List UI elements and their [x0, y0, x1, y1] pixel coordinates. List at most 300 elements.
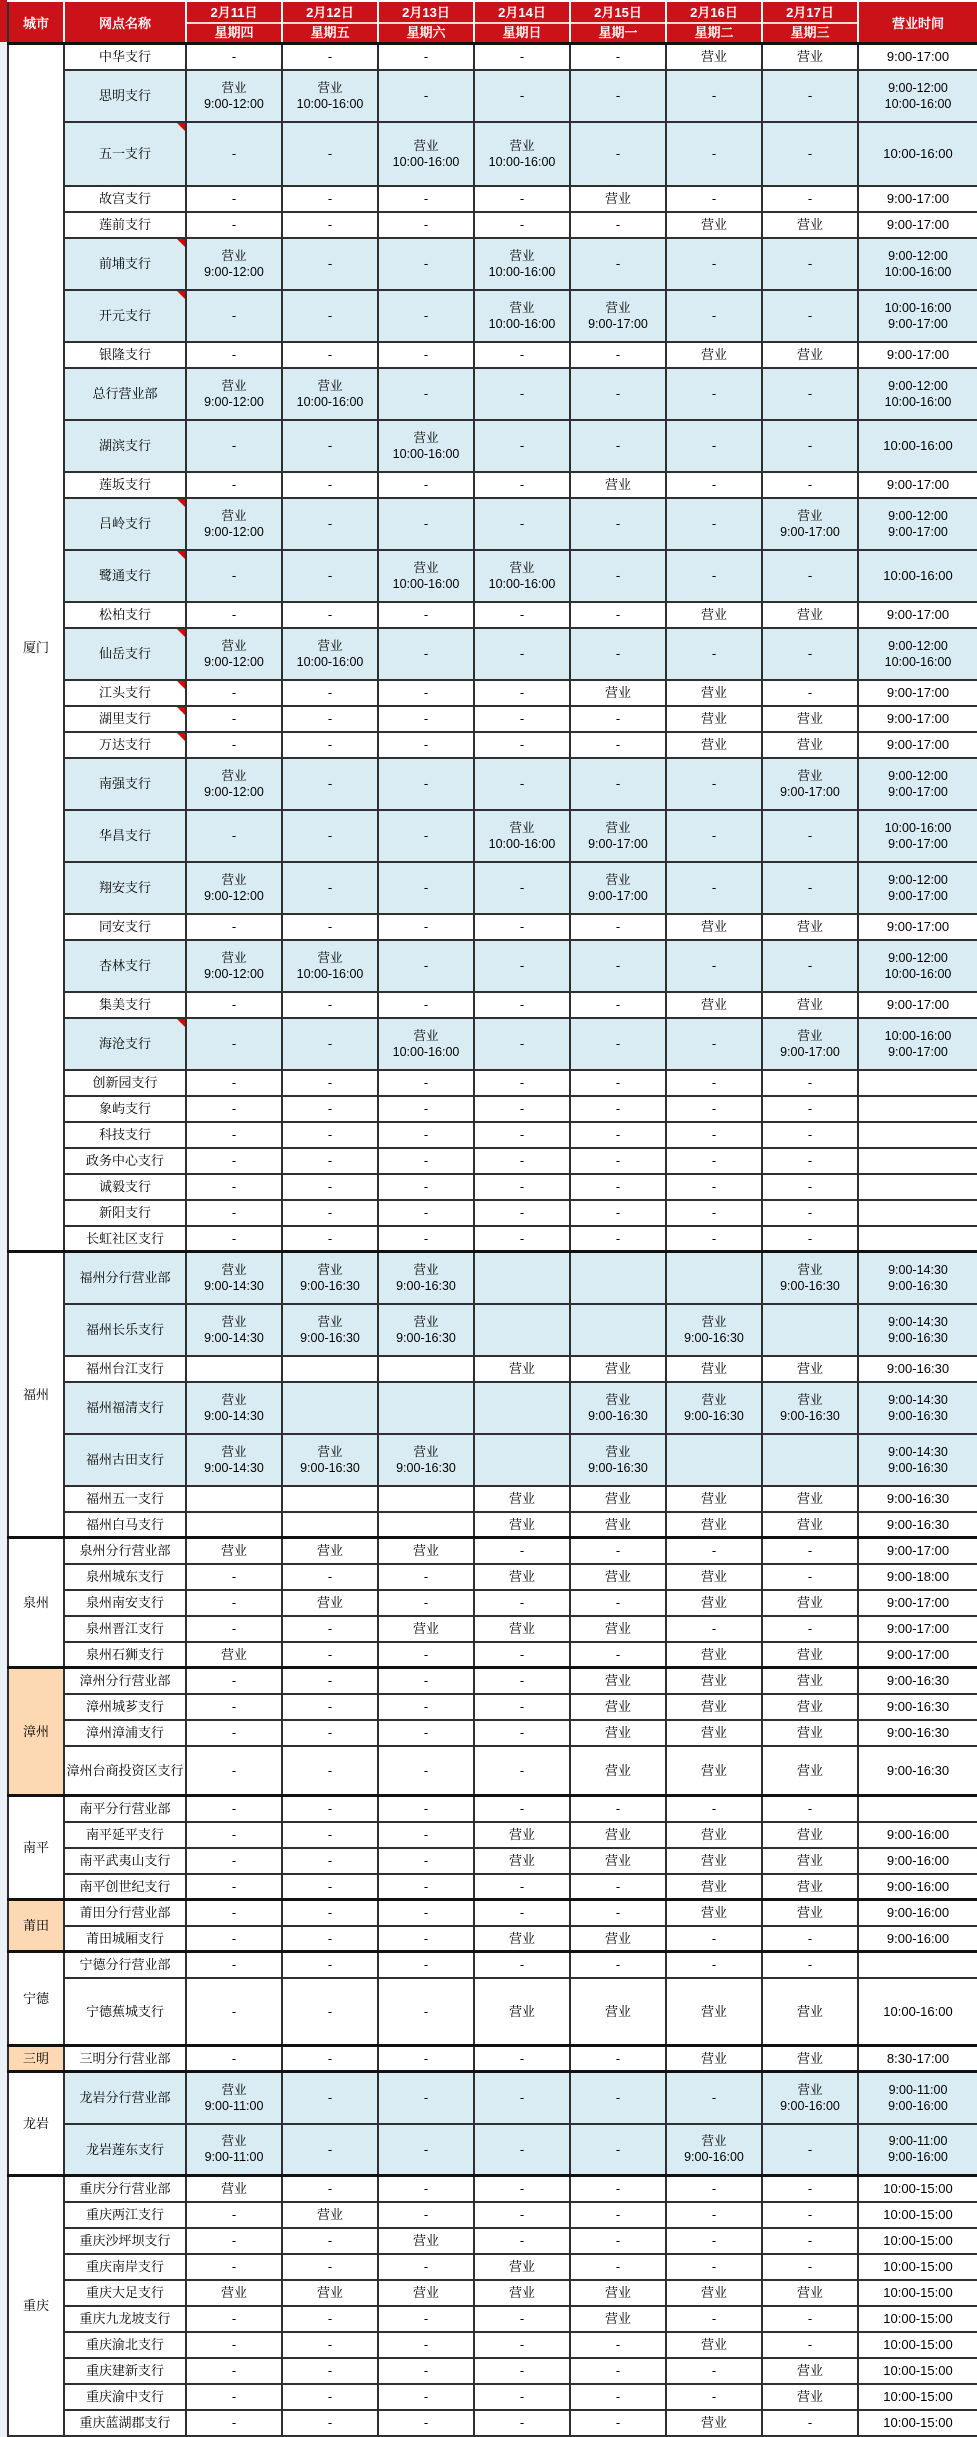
schedule-cell[interactable]: [474, 1252, 570, 1304]
schedule-cell[interactable]: -: [666, 2228, 762, 2254]
schedule-cell[interactable]: -: [762, 1796, 858, 1822]
schedule-cell[interactable]: 营业: [666, 1512, 762, 1538]
schedule-cell[interactable]: [570, 862, 666, 914]
hours-cell[interactable]: [858, 1174, 977, 1200]
schedule-cell[interactable]: 营业: [378, 2280, 474, 2306]
branch-name-cell[interactable]: 重庆沙坪坝支行: [64, 2228, 186, 2254]
schedule-cell[interactable]: -: [186, 914, 282, 940]
schedule-cell[interactable]: -: [666, 1174, 762, 1200]
schedule-cell[interactable]: -: [570, 368, 666, 420]
schedule-cell[interactable]: -: [186, 122, 282, 186]
schedule-cell[interactable]: [186, 1304, 282, 1356]
branch-name-cell[interactable]: 中华支行: [64, 44, 186, 70]
schedule-cell[interactable]: -: [762, 1952, 858, 1978]
schedule-cell[interactable]: -: [186, 290, 282, 342]
schedule-cell[interactable]: 营业: [186, 1538, 282, 1564]
branch-name-cell[interactable]: 莆田分行营业部: [64, 1900, 186, 1926]
schedule-cell[interactable]: [474, 810, 570, 862]
schedule-cell[interactable]: -: [378, 342, 474, 368]
schedule-cell[interactable]: [570, 290, 666, 342]
schedule-cell[interactable]: -: [378, 2254, 474, 2280]
schedule-cell[interactable]: 营业: [474, 2254, 570, 2280]
schedule-cell[interactable]: -: [378, 914, 474, 940]
schedule-cell[interactable]: -: [474, 862, 570, 914]
column-header-hours[interactable]: 营业时间: [858, 1, 977, 44]
schedule-cell[interactable]: -: [474, 2384, 570, 2410]
schedule-cell[interactable]: -: [186, 1926, 282, 1952]
schedule-cell[interactable]: 营业: [282, 2202, 378, 2228]
hours-cell[interactable]: [858, 1226, 977, 1252]
schedule-cell[interactable]: -: [666, 628, 762, 680]
branch-name-cell[interactable]: 福州分行营业部: [64, 1252, 186, 1304]
schedule-cell[interactable]: -: [282, 1018, 378, 1070]
hours-cell[interactable]: [858, 290, 977, 342]
city-cell-0[interactable]: 厦门: [8, 44, 64, 1252]
branch-name-cell[interactable]: 龙岩分行营业部: [64, 2072, 186, 2124]
schedule-cell[interactable]: -: [570, 1226, 666, 1252]
hours-cell[interactable]: 9:00-17:00: [858, 680, 977, 706]
schedule-cell[interactable]: -: [570, 2254, 666, 2280]
schedule-cell[interactable]: -: [474, 2410, 570, 2436]
schedule-cell[interactable]: [186, 758, 282, 810]
schedule-cell[interactable]: 营业: [762, 1642, 858, 1668]
branch-name-cell[interactable]: 翔安支行: [64, 862, 186, 914]
schedule-cell[interactable]: 营业: [378, 1538, 474, 1564]
schedule-cell[interactable]: -: [282, 2176, 378, 2202]
schedule-cell[interactable]: [378, 1434, 474, 1486]
schedule-cell[interactable]: -: [762, 810, 858, 862]
schedule-cell[interactable]: -: [474, 1200, 570, 1226]
branch-name-cell[interactable]: 同安支行: [64, 914, 186, 940]
schedule-cell[interactable]: -: [474, 1226, 570, 1252]
schedule-cell[interactable]: -: [378, 1174, 474, 1200]
branch-name-cell[interactable]: 政务中心支行: [64, 1148, 186, 1174]
schedule-cell[interactable]: -: [666, 940, 762, 992]
schedule-cell[interactable]: [186, 498, 282, 550]
schedule-cell[interactable]: 营业: [762, 1822, 858, 1848]
schedule-cell[interactable]: 营业: [762, 1512, 858, 1538]
schedule-cell[interactable]: -: [570, 2046, 666, 2072]
schedule-cell[interactable]: -: [282, 186, 378, 212]
schedule-cell[interactable]: -: [666, 2384, 762, 2410]
schedule-cell[interactable]: -: [474, 1694, 570, 1720]
branch-name-cell[interactable]: 泉州南安支行: [64, 1590, 186, 1616]
schedule-cell[interactable]: -: [186, 2046, 282, 2072]
schedule-cell[interactable]: -: [474, 2358, 570, 2384]
city-cell-1[interactable]: 福州: [8, 1252, 64, 1538]
city-cell-8[interactable]: 龙岩: [8, 2072, 64, 2176]
schedule-cell[interactable]: 营业: [570, 1822, 666, 1848]
schedule-cell[interactable]: 营业: [762, 1668, 858, 1694]
schedule-cell[interactable]: -: [474, 914, 570, 940]
schedule-cell[interactable]: -: [570, 1174, 666, 1200]
schedule-cell[interactable]: -: [570, 550, 666, 602]
hours-cell[interactable]: 9:00-17:00: [858, 602, 977, 628]
hours-cell[interactable]: 9:00-16:30: [858, 1486, 977, 1512]
schedule-cell[interactable]: 营业: [666, 1848, 762, 1874]
schedule-cell[interactable]: -: [282, 1226, 378, 1252]
schedule-cell[interactable]: -: [474, 1900, 570, 1926]
schedule-cell[interactable]: -: [474, 2046, 570, 2072]
schedule-cell[interactable]: -: [474, 472, 570, 498]
schedule-cell[interactable]: [378, 1252, 474, 1304]
schedule-cell[interactable]: -: [378, 2176, 474, 2202]
hours-cell[interactable]: 9:00-16:30: [858, 1668, 977, 1694]
schedule-cell[interactable]: -: [666, 238, 762, 290]
schedule-cell[interactable]: 营业: [666, 1720, 762, 1746]
schedule-cell[interactable]: [282, 1434, 378, 1486]
schedule-cell[interactable]: -: [570, 628, 666, 680]
schedule-cell[interactable]: 营业: [762, 1746, 858, 1796]
schedule-cell[interactable]: 营业: [570, 1720, 666, 1746]
schedule-cell[interactable]: -: [378, 2306, 474, 2332]
schedule-cell[interactable]: -: [474, 706, 570, 732]
schedule-cell[interactable]: -: [474, 1952, 570, 1978]
schedule-cell[interactable]: -: [282, 1096, 378, 1122]
branch-name-cell[interactable]: 重庆渝北支行: [64, 2332, 186, 2358]
schedule-cell[interactable]: -: [378, 368, 474, 420]
schedule-cell[interactable]: [282, 1252, 378, 1304]
schedule-cell[interactable]: -: [570, 122, 666, 186]
schedule-cell[interactable]: -: [378, 44, 474, 70]
schedule-cell[interactable]: -: [378, 1746, 474, 1796]
branch-name-cell[interactable]: 前埔支行: [64, 238, 186, 290]
schedule-cell[interactable]: -: [282, 212, 378, 238]
schedule-cell[interactable]: -: [378, 2384, 474, 2410]
schedule-cell[interactable]: [186, 2124, 282, 2176]
schedule-cell[interactable]: -: [378, 2202, 474, 2228]
schedule-cell[interactable]: 营业: [666, 1900, 762, 1926]
schedule-cell[interactable]: 营业: [762, 44, 858, 70]
schedule-cell[interactable]: -: [282, 342, 378, 368]
schedule-cell[interactable]: -: [186, 1848, 282, 1874]
schedule-cell[interactable]: -: [570, 1200, 666, 1226]
schedule-cell[interactable]: [186, 1434, 282, 1486]
city-cell-6[interactable]: 宁德: [8, 1952, 64, 2046]
schedule-cell[interactable]: -: [282, 1174, 378, 1200]
schedule-cell[interactable]: 营业: [666, 2046, 762, 2072]
schedule-cell[interactable]: -: [762, 1122, 858, 1148]
schedule-cell[interactable]: -: [186, 1616, 282, 1642]
hours-cell[interactable]: 9:00-18:00: [858, 1564, 977, 1590]
schedule-cell[interactable]: -: [570, 1070, 666, 1096]
schedule-cell[interactable]: -: [762, 1200, 858, 1226]
branch-name-cell[interactable]: 南平武夷山支行: [64, 1848, 186, 1874]
schedule-cell[interactable]: -: [378, 706, 474, 732]
schedule-cell[interactable]: -: [378, 1900, 474, 1926]
hours-cell[interactable]: 9:00-17:00: [858, 706, 977, 732]
schedule-cell[interactable]: [282, 368, 378, 420]
branch-name-cell[interactable]: 松柏支行: [64, 602, 186, 628]
branch-name-cell[interactable]: 万达支行: [64, 732, 186, 758]
schedule-cell[interactable]: 营业: [570, 186, 666, 212]
hours-cell[interactable]: 9:00-16:00: [858, 1848, 977, 1874]
hours-cell[interactable]: 10:00-15:00: [858, 2176, 977, 2202]
schedule-cell[interactable]: 营业: [282, 2280, 378, 2306]
schedule-cell[interactable]: -: [282, 1874, 378, 1900]
schedule-cell[interactable]: -: [378, 2358, 474, 2384]
schedule-cell[interactable]: -: [186, 1952, 282, 1978]
schedule-cell[interactable]: -: [474, 758, 570, 810]
branch-name-cell[interactable]: 重庆两江支行: [64, 2202, 186, 2228]
hours-cell[interactable]: [858, 862, 977, 914]
branch-name-cell[interactable]: 泉州分行营业部: [64, 1538, 186, 1564]
branch-name-cell[interactable]: 重庆渝中支行: [64, 2384, 186, 2410]
hours-cell[interactable]: 9:00-17:00: [858, 342, 977, 368]
schedule-cell[interactable]: -: [570, 1796, 666, 1822]
schedule-cell[interactable]: -: [666, 862, 762, 914]
branch-name-cell[interactable]: 重庆建新支行: [64, 2358, 186, 2384]
schedule-cell[interactable]: -: [474, 70, 570, 122]
schedule-cell[interactable]: -: [474, 2202, 570, 2228]
schedule-cell[interactable]: -: [474, 1018, 570, 1070]
schedule-cell[interactable]: 营业: [666, 212, 762, 238]
schedule-cell[interactable]: -: [378, 1070, 474, 1096]
schedule-cell[interactable]: 营业: [762, 1978, 858, 2046]
hours-cell[interactable]: [858, 1070, 977, 1096]
schedule-cell[interactable]: 营业: [762, 706, 858, 732]
schedule-cell[interactable]: -: [378, 1226, 474, 1252]
schedule-cell[interactable]: 营业: [666, 706, 762, 732]
schedule-cell[interactable]: -: [570, 1018, 666, 1070]
city-cell-9[interactable]: 重庆: [8, 2176, 64, 2436]
schedule-cell[interactable]: -: [378, 1668, 474, 1694]
city-cell-3[interactable]: 漳州: [8, 1668, 64, 1796]
schedule-cell[interactable]: -: [186, 1694, 282, 1720]
schedule-cell[interactable]: [378, 1486, 474, 1512]
schedule-cell[interactable]: -: [186, 1096, 282, 1122]
hours-cell[interactable]: 10:00-15:00: [858, 2306, 977, 2332]
schedule-cell[interactable]: 营业: [570, 1848, 666, 1874]
schedule-cell[interactable]: [570, 1252, 666, 1304]
branch-name-cell[interactable]: 创新园支行: [64, 1070, 186, 1096]
schedule-cell[interactable]: -: [570, 1900, 666, 1926]
hours-cell[interactable]: [858, 1096, 977, 1122]
schedule-cell[interactable]: -: [282, 2410, 378, 2436]
hours-cell[interactable]: 9:00-16:30: [858, 1720, 977, 1746]
branch-name-cell[interactable]: 故宫支行: [64, 186, 186, 212]
branch-name-cell[interactable]: 福州福清支行: [64, 1382, 186, 1434]
schedule-cell[interactable]: -: [762, 2176, 858, 2202]
schedule-cell[interactable]: -: [666, 1070, 762, 1096]
schedule-cell[interactable]: -: [762, 2332, 858, 2358]
hours-cell[interactable]: [858, 1796, 977, 1822]
schedule-cell[interactable]: 营业: [666, 680, 762, 706]
schedule-cell[interactable]: 营业: [666, 2332, 762, 2358]
schedule-cell[interactable]: -: [186, 550, 282, 602]
schedule-cell[interactable]: -: [474, 1174, 570, 1200]
schedule-cell[interactable]: [474, 238, 570, 290]
schedule-cell[interactable]: -: [282, 238, 378, 290]
hours-cell[interactable]: 9:00-17:00: [858, 1642, 977, 1668]
branch-name-cell[interactable]: 龙岩莲东支行: [64, 2124, 186, 2176]
schedule-cell[interactable]: -: [666, 368, 762, 420]
schedule-cell[interactable]: -: [474, 2176, 570, 2202]
hours-cell[interactable]: [858, 1252, 977, 1304]
schedule-cell[interactable]: -: [282, 1926, 378, 1952]
branch-name-cell[interactable]: 江头支行: [64, 680, 186, 706]
branch-name-cell[interactable]: 莲坂支行: [64, 472, 186, 498]
schedule-cell[interactable]: -: [282, 1746, 378, 1796]
schedule-cell[interactable]: -: [762, 70, 858, 122]
schedule-cell[interactable]: -: [186, 1822, 282, 1848]
schedule-cell[interactable]: -: [666, 70, 762, 122]
schedule-cell[interactable]: 营业: [570, 1926, 666, 1952]
schedule-cell[interactable]: 营业: [282, 1590, 378, 1616]
schedule-cell[interactable]: -: [474, 940, 570, 992]
schedule-cell[interactable]: -: [570, 2202, 666, 2228]
schedule-cell[interactable]: -: [474, 1148, 570, 1174]
branch-name-cell[interactable]: 莲前支行: [64, 212, 186, 238]
schedule-cell[interactable]: -: [762, 420, 858, 472]
schedule-cell[interactable]: -: [570, 238, 666, 290]
schedule-cell[interactable]: -: [666, 1226, 762, 1252]
schedule-cell[interactable]: -: [282, 1694, 378, 1720]
column-header-city[interactable]: 城市: [8, 1, 64, 44]
schedule-cell[interactable]: -: [282, 1978, 378, 2046]
branch-name-cell[interactable]: 湖滨支行: [64, 420, 186, 472]
schedule-cell[interactable]: -: [474, 212, 570, 238]
schedule-cell[interactable]: -: [570, 706, 666, 732]
branch-name-cell[interactable]: 福州台江支行: [64, 1356, 186, 1382]
branch-name-cell[interactable]: 湖里支行: [64, 706, 186, 732]
branch-name-cell[interactable]: 宁德蕉城支行: [64, 1978, 186, 2046]
schedule-cell[interactable]: -: [186, 472, 282, 498]
schedule-cell[interactable]: -: [762, 290, 858, 342]
schedule-cell[interactable]: 营业: [666, 1822, 762, 1848]
schedule-cell[interactable]: [282, 70, 378, 122]
schedule-cell[interactable]: [762, 498, 858, 550]
schedule-cell[interactable]: -: [186, 2410, 282, 2436]
schedule-cell[interactable]: -: [186, 1796, 282, 1822]
schedule-cell[interactable]: [378, 1018, 474, 1070]
schedule-cell[interactable]: -: [474, 1746, 570, 1796]
schedule-cell[interactable]: -: [666, 1796, 762, 1822]
hours-cell[interactable]: 9:00-17:00: [858, 992, 977, 1018]
branch-name-cell[interactable]: 重庆蓝湖郡支行: [64, 2410, 186, 2436]
schedule-cell[interactable]: -: [762, 680, 858, 706]
schedule-cell[interactable]: -: [282, 1720, 378, 1746]
hours-cell[interactable]: 9:00-17:00: [858, 212, 977, 238]
schedule-cell[interactable]: -: [762, 1926, 858, 1952]
schedule-cell[interactable]: [666, 1304, 762, 1356]
schedule-cell[interactable]: -: [474, 44, 570, 70]
schedule-cell[interactable]: 营业: [474, 1978, 570, 2046]
schedule-cell[interactable]: -: [762, 1538, 858, 1564]
schedule-cell[interactable]: -: [762, 368, 858, 420]
hours-cell[interactable]: 9:00-17:00: [858, 1590, 977, 1616]
schedule-cell[interactable]: [666, 1252, 762, 1304]
schedule-cell[interactable]: -: [186, 2384, 282, 2410]
schedule-cell[interactable]: 营业: [762, 2046, 858, 2072]
schedule-cell[interactable]: [282, 940, 378, 992]
schedule-cell[interactable]: -: [570, 602, 666, 628]
schedule-cell[interactable]: 营业: [762, 1590, 858, 1616]
schedule-cell[interactable]: -: [378, 810, 474, 862]
hours-cell[interactable]: [858, 498, 977, 550]
schedule-cell[interactable]: [762, 1434, 858, 1486]
schedule-cell[interactable]: 营业: [570, 472, 666, 498]
schedule-cell[interactable]: -: [570, 1642, 666, 1668]
schedule-cell[interactable]: [474, 550, 570, 602]
hours-cell[interactable]: 9:00-17:00: [858, 1616, 977, 1642]
hours-cell[interactable]: 10:00-16:00: [858, 550, 977, 602]
schedule-cell[interactable]: -: [570, 1952, 666, 1978]
schedule-cell[interactable]: -: [666, 1200, 762, 1226]
schedule-cell[interactable]: -: [186, 212, 282, 238]
hours-cell[interactable]: [858, 70, 977, 122]
branch-name-cell[interactable]: 鹭通支行: [64, 550, 186, 602]
schedule-cell[interactable]: -: [186, 2332, 282, 2358]
schedule-cell[interactable]: -: [666, 420, 762, 472]
schedule-cell[interactable]: -: [378, 2046, 474, 2072]
schedule-cell[interactable]: -: [378, 2072, 474, 2124]
schedule-cell[interactable]: -: [762, 2410, 858, 2436]
branch-name-cell[interactable]: 科技支行: [64, 1122, 186, 1148]
schedule-cell[interactable]: -: [186, 1200, 282, 1226]
schedule-cell[interactable]: -: [666, 2306, 762, 2332]
schedule-cell[interactable]: -: [282, 1564, 378, 1590]
hours-cell[interactable]: [858, 368, 977, 420]
branch-name-cell[interactable]: 华昌支行: [64, 810, 186, 862]
schedule-cell[interactable]: 营业: [570, 2306, 666, 2332]
hours-cell[interactable]: [858, 1148, 977, 1174]
branch-name-cell[interactable]: 新阳支行: [64, 1200, 186, 1226]
schedule-cell[interactable]: -: [282, 290, 378, 342]
schedule-cell[interactable]: -: [762, 628, 858, 680]
schedule-cell[interactable]: -: [762, 186, 858, 212]
schedule-cell[interactable]: -: [378, 862, 474, 914]
schedule-cell[interactable]: -: [378, 1200, 474, 1226]
schedule-cell[interactable]: -: [474, 602, 570, 628]
schedule-cell[interactable]: -: [570, 1874, 666, 1900]
schedule-cell[interactable]: [186, 70, 282, 122]
schedule-cell[interactable]: -: [570, 44, 666, 70]
schedule-cell[interactable]: 营业: [666, 1486, 762, 1512]
column-header-day-6[interactable]: [666, 1, 762, 44]
schedule-cell[interactable]: -: [282, 2384, 378, 2410]
schedule-cell[interactable]: -: [186, 1874, 282, 1900]
schedule-cell[interactable]: -: [282, 122, 378, 186]
schedule-cell[interactable]: -: [378, 1822, 474, 1848]
schedule-cell[interactable]: 营业: [762, 914, 858, 940]
branch-name-cell[interactable]: 象屿支行: [64, 1096, 186, 1122]
schedule-cell[interactable]: -: [762, 472, 858, 498]
schedule-cell[interactable]: -: [378, 1694, 474, 1720]
schedule-cell[interactable]: -: [186, 1590, 282, 1616]
schedule-cell[interactable]: -: [282, 1200, 378, 1226]
schedule-cell[interactable]: -: [378, 1720, 474, 1746]
hours-cell[interactable]: [858, 1304, 977, 1356]
schedule-cell[interactable]: -: [186, 602, 282, 628]
hours-cell[interactable]: [858, 1018, 977, 1070]
schedule-cell[interactable]: -: [282, 1668, 378, 1694]
schedule-cell[interactable]: [186, 1356, 282, 1382]
branch-name-cell[interactable]: 南平延平支行: [64, 1822, 186, 1848]
schedule-cell[interactable]: -: [186, 2228, 282, 2254]
schedule-cell[interactable]: -: [474, 2306, 570, 2332]
schedule-cell[interactable]: [282, 1382, 378, 1434]
schedule-cell[interactable]: 营业: [666, 1642, 762, 1668]
branch-name-cell[interactable]: 吕岭支行: [64, 498, 186, 550]
schedule-cell[interactable]: -: [474, 1874, 570, 1900]
schedule-cell[interactable]: 营业: [570, 1668, 666, 1694]
schedule-cell[interactable]: [378, 122, 474, 186]
schedule-cell[interactable]: -: [762, 238, 858, 290]
schedule-cell[interactable]: -: [474, 1096, 570, 1122]
branch-name-cell[interactable]: 福州五一支行: [64, 1486, 186, 1512]
schedule-cell[interactable]: -: [570, 732, 666, 758]
